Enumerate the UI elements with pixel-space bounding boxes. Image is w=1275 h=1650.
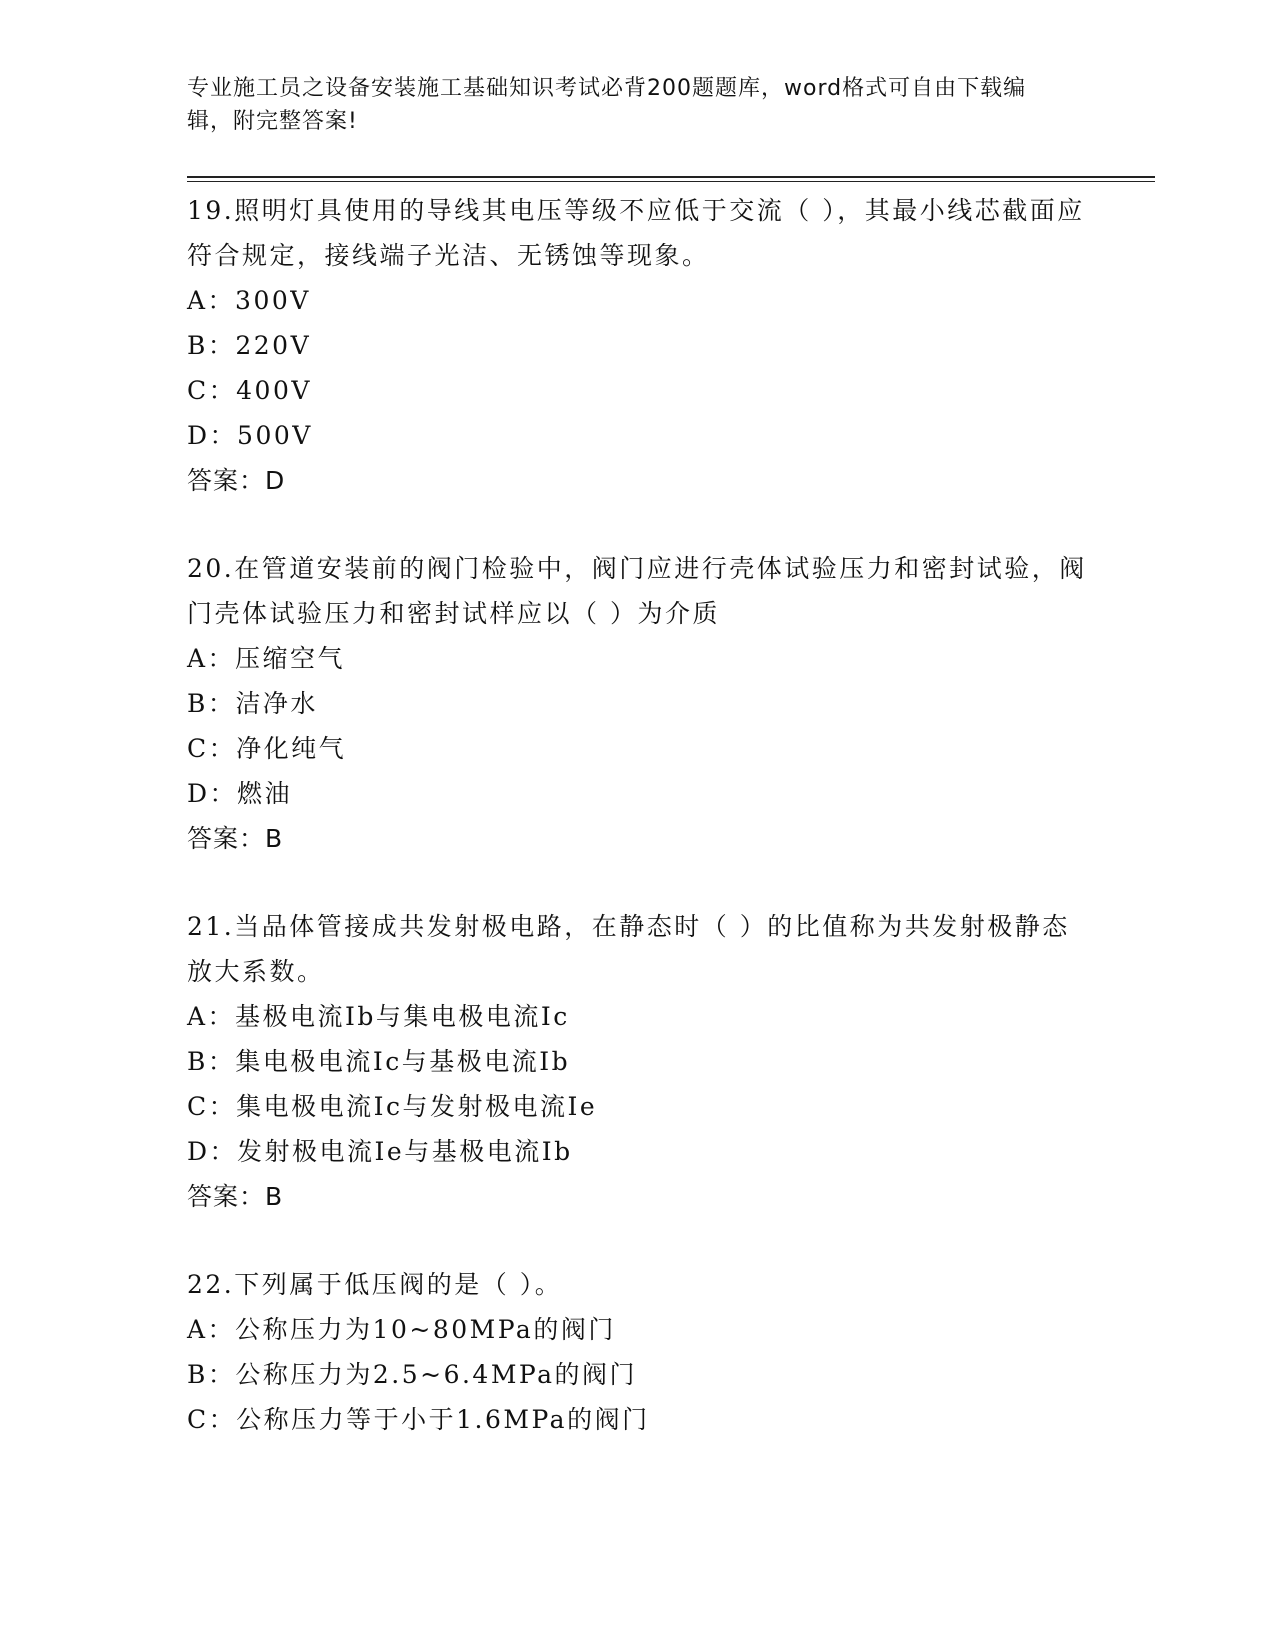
option-c: C：公称压力等于小于1.6MPa的阀门 bbox=[187, 1405, 650, 1434]
question-stem: 19.照明灯具使用的导线其电压等级不应低于交流（ ），其最小线芯截面应符合规定，接线端子光洁、无锈蚀等现象。 bbox=[187, 196, 1085, 270]
option-d: D：燃油 bbox=[187, 779, 293, 808]
option-a: A：基极电流Ib与集电极电流Ic bbox=[187, 1002, 570, 1031]
question-19 bbox=[187, 188, 1087, 503]
question-22 bbox=[187, 1262, 1087, 1442]
option-c: C：净化纯气 bbox=[187, 734, 347, 763]
option-c: C：集电极电流Ic与发射极电流Ie bbox=[187, 1092, 598, 1121]
answer: 答案：B bbox=[187, 824, 284, 853]
option-b: B：公称压力为2.5~6.4MPa的阀门 bbox=[187, 1360, 638, 1389]
option-a: A：300V bbox=[187, 286, 311, 315]
option-b: B：220V bbox=[187, 331, 312, 360]
answer: 答案：D bbox=[187, 466, 286, 495]
option-a: A：公称压力为10~80MPa的阀门 bbox=[187, 1315, 616, 1344]
document-header: 专业施工员之设备安装施工基础知识考试必背200题题库，word格式可自由下载编辑，附完整答案! bbox=[187, 76, 1027, 134]
option-c: C：400V bbox=[187, 376, 312, 405]
question-list bbox=[187, 188, 1087, 1485]
header-divider bbox=[187, 176, 1155, 182]
question-20 bbox=[187, 546, 1087, 861]
answer: 答案：B bbox=[187, 1182, 284, 1211]
option-d: D：500V bbox=[187, 421, 313, 450]
question-stem: 20.在管道安装前的阀门检验中，阀门应进行壳体试验压力和密封试验，阀门壳体试验压力和密封试样应以（ ）为介质 bbox=[187, 554, 1087, 628]
option-b: B：洁净水 bbox=[187, 689, 318, 718]
question-21 bbox=[187, 904, 1087, 1219]
question-stem: 21.当品体管接成共发射极电路，在静态时（ ）的比值称为共发射极静态放大系数。 bbox=[187, 912, 1070, 986]
option-d: D：发射极电流Ie与基极电流Ib bbox=[187, 1137, 573, 1166]
question-stem: 22.下列属于低压阀的是（ ）。 bbox=[187, 1270, 563, 1299]
option-a: A：压缩空气 bbox=[187, 644, 346, 673]
option-b: B：集电极电流Ic与基极电流Ib bbox=[187, 1047, 571, 1076]
